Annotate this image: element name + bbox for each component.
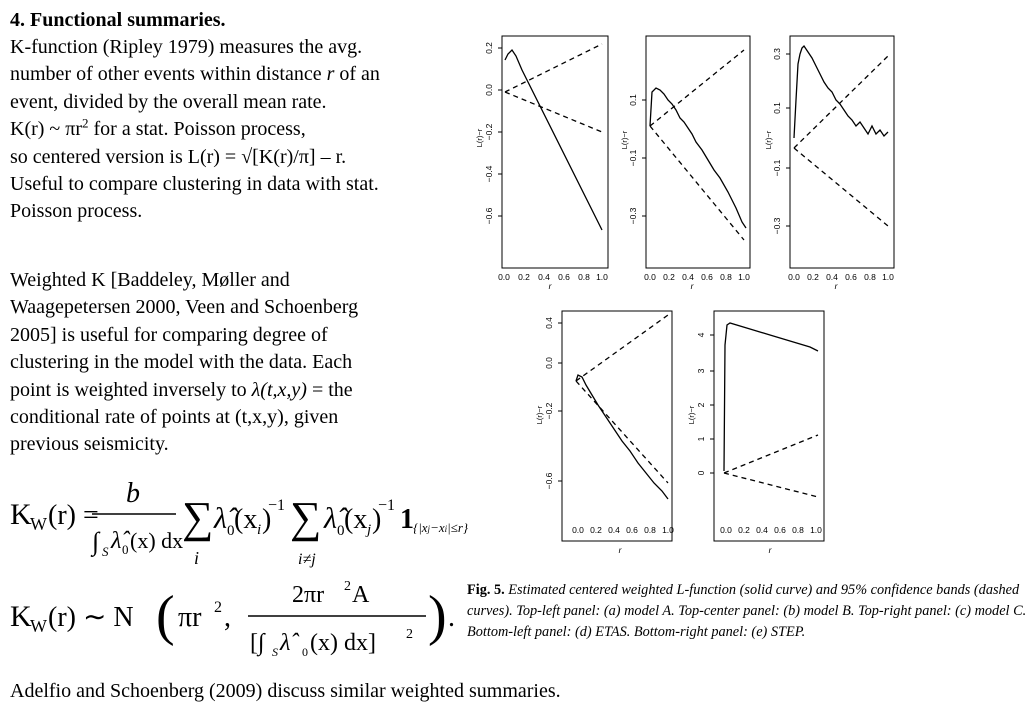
y-tick-label: 0.3 (772, 48, 782, 60)
svg-text:0: 0 (227, 523, 235, 539)
plot-model-c (764, 30, 898, 291)
svg-text:i: i (194, 548, 200, 568)
x-tick-label: 0.0 (644, 272, 656, 282)
y-tick-label: 3 (696, 368, 706, 374)
y-tick-label: 0 (696, 470, 706, 476)
svg-text:(x) dx: (x) dx (130, 528, 184, 553)
x-tick-label: 1.0 (662, 525, 674, 535)
solid-curve (724, 323, 818, 471)
svg-text:): ) (262, 504, 272, 535)
asymptotic-distribution-formula (8, 578, 463, 663)
svg-text:): ) (428, 585, 447, 647)
svg-text:S: S (102, 544, 109, 559)
y-tick-label: −0.1 (772, 159, 782, 177)
para1-line: K-function (Ripley 1979) measures the avg. (10, 36, 363, 58)
dashed-upper-band (576, 315, 668, 381)
figure-label: Fig. 5. (467, 582, 505, 598)
svg-text:b: b (126, 478, 140, 509)
y-tick-label: 0.4 (544, 317, 554, 329)
x-tick-label: 0.4 (756, 525, 768, 535)
x-tick-label: 1.0 (810, 525, 822, 535)
para1-line: Useful to compare clustering in data with stat. (10, 173, 379, 196)
y-tick-label: −0.1 (628, 149, 638, 167)
x-tick-label: 0.2 (518, 272, 530, 282)
x-tick-label: 0.8 (864, 272, 876, 282)
svg-text:i≠j: i≠j (298, 551, 316, 568)
y-tick-label: 0.0 (484, 84, 494, 96)
section-title: 4. Functional summaries. (10, 9, 226, 31)
x-tick-label: 1.0 (596, 272, 608, 282)
solid-curve (650, 88, 746, 228)
plot-etas (535, 305, 676, 567)
x-ticks (498, 272, 608, 291)
plot-model-a (475, 30, 613, 291)
para1-line: so centered version is L(r) = √[K(r)/π] – r. (10, 145, 347, 168)
x-tick-label: 0.4 (826, 272, 838, 282)
svg-text:(r) =: (r) = (48, 500, 99, 531)
x-tick-label: 1.0 (882, 272, 894, 282)
caption-line: Fig. 5. Estimated centered weighted L-function (solid curve) and 95% confidence bands (dashed (467, 582, 1020, 598)
y-axis-label: L(r)−r (687, 405, 696, 425)
svg-text:i: i (257, 522, 262, 538)
x-tick-label: 0.2 (590, 525, 602, 535)
para1-line: number of other events within distance r of an (10, 63, 380, 86)
svg-text:A: A (352, 582, 370, 608)
svg-text:πr: πr (178, 602, 202, 633)
y-axis-label: L(r)−r (764, 130, 773, 150)
svg-text:(x: (x (344, 504, 368, 535)
y-ticks (475, 42, 502, 225)
x-tick-label: 0.0 (720, 525, 732, 535)
svg-text:K: K (10, 498, 32, 531)
y-tick-label: 0.0 (544, 357, 554, 369)
svg-text:0: 0 (122, 542, 129, 557)
y-tick-label: −0.6 (544, 472, 554, 490)
figure-caption (467, 580, 1026, 643)
y-axis-label: L(r)−r (620, 130, 629, 150)
svg-text:λ̂: λ̂ (214, 502, 227, 535)
svg-text:−1: −1 (378, 497, 396, 514)
x-tick-label: 0.6 (701, 272, 713, 282)
dashed-lower-band (794, 148, 888, 226)
svg-text:2: 2 (344, 579, 351, 594)
dashed-lower-band (505, 92, 602, 132)
y-tick-label: 0.1 (628, 94, 638, 106)
svg-text:W: W (30, 616, 47, 636)
svg-text:W: W (30, 514, 47, 534)
svg-text:(x) dx]: (x) dx] (310, 630, 376, 656)
x-tick-label: 0.6 (774, 525, 786, 535)
y-tick-label: 0.1 (772, 102, 782, 114)
x-tick-label: 1.0 (738, 272, 750, 282)
dashed-upper-band (505, 44, 602, 92)
svg-text:(x: (x (234, 504, 258, 535)
svg-text:{|xj−xi|≤r}: {|xj−xi|≤r} (413, 520, 469, 535)
para2-line: point is weighted inversely to λ(t,x,y) = the (10, 378, 353, 401)
x-axis-label: r (768, 545, 772, 555)
x-tick-label: 0.4 (608, 525, 620, 535)
x-tick-label: 0.6 (626, 525, 638, 535)
y-tick-label: −0.4 (484, 165, 494, 183)
svg-text:): ) (372, 504, 382, 535)
y-axis-label: L(r)−r (535, 405, 544, 425)
x-tick-label: 0.4 (538, 272, 550, 282)
plot-step (687, 305, 828, 567)
svg-text:2πr: 2πr (292, 582, 325, 608)
dashed-upper-band (794, 56, 888, 148)
para2-line: Waagepetersen 2000, Veen and Schoenberg (10, 296, 359, 319)
x-tick-label: 0.2 (807, 272, 819, 282)
x-axis-label: r (690, 281, 694, 291)
x-tick-label: 0.4 (682, 272, 694, 282)
y-tick-label: −0.2 (484, 123, 494, 141)
solid-curve (794, 46, 888, 138)
svg-text:2: 2 (214, 599, 222, 616)
para1-line: K(r) ~ $\pi r^2$ for a stat. Poisson process, (10, 115, 306, 141)
para2-line: previous seismicity. (10, 433, 169, 456)
x-tick-label: 0.0 (498, 272, 510, 282)
svg-text:∑: ∑ (182, 493, 214, 542)
weighted-k-formula (8, 470, 469, 575)
y-tick-label: −0.3 (628, 207, 638, 225)
dashed-lower-band (724, 473, 818, 497)
y-tick-label: −0.6 (484, 207, 494, 225)
y-tick-label: 2 (696, 402, 706, 408)
x-tick-label: 0.2 (738, 525, 750, 535)
y-axis-label: L(r)−r (475, 128, 484, 148)
x-tick-label: 0.8 (578, 272, 590, 282)
svg-text:∫: ∫ (92, 527, 100, 556)
svg-text:0: 0 (337, 523, 345, 539)
para1-line: event, divided by the overall mean rate. (10, 90, 327, 113)
svg-text:∑: ∑ (290, 493, 322, 542)
svg-text:0: 0 (302, 645, 308, 659)
x-axis-label: r (834, 281, 838, 291)
dashed-upper-band (650, 50, 744, 126)
plot-model-b (620, 30, 754, 291)
k-function-paragraph (10, 34, 470, 226)
svg-text:λ̂: λ̂ (324, 502, 337, 535)
svg-text:S: S (272, 645, 278, 659)
solid-curve (505, 50, 602, 230)
svg-text:λ̂: λ̂ (111, 528, 122, 554)
para2-line: clustering in the model with the data. Each (10, 351, 353, 374)
x-tick-label: 0.8 (792, 525, 804, 535)
footer-citation: Adelfio and Schoenberg (2009) discuss similar weighted summaries. (10, 680, 561, 702)
x-tick-label: 0.6 (845, 272, 857, 282)
svg-text:2: 2 (406, 627, 413, 642)
x-axis-label: r (548, 281, 552, 291)
x-tick-label: 0.0 (572, 525, 584, 535)
caption-line: curves). Top-left panel: (a) model A. Top-center panel: (b) model B. Top-right panel: (c) model C. (467, 603, 1026, 619)
y-tick-label: 0.2 (484, 42, 494, 54)
weighted-k-paragraph (10, 267, 450, 459)
y-tick-label: 1 (696, 436, 706, 442)
svg-text:λ̂: λ̂ (280, 630, 291, 656)
x-tick-label: 0.8 (644, 525, 656, 535)
para2-line: Weighted K [Baddeley, Møller and (10, 269, 290, 291)
x-tick-label: 0.8 (720, 272, 732, 282)
y-tick-label: 4 (696, 332, 706, 338)
svg-text:[∫: [∫ (250, 630, 265, 656)
x-tick-label: 0.2 (663, 272, 675, 282)
para2-line: conditional rate of points at (t,x,y), given (10, 406, 339, 429)
svg-text:K: K (10, 600, 32, 633)
svg-text:.: . (448, 602, 455, 633)
para1-line: Poisson process. (10, 200, 143, 223)
svg-text:1: 1 (400, 504, 414, 535)
svg-text:,: , (224, 602, 231, 633)
svg-text:j: j (367, 522, 372, 538)
svg-text:−1: −1 (268, 497, 286, 514)
caption-line: Bottom-left panel: (d) ETAS. Bottom-right panel: (e) STEP. (467, 624, 806, 640)
dashed-lower-band (576, 381, 668, 483)
para2-line: 2005] is useful for comparing degree of (10, 323, 328, 346)
svg-text:(: ( (156, 585, 175, 647)
x-tick-label: 0.6 (558, 272, 570, 282)
x-tick-label: 0.0 (788, 272, 800, 282)
y-tick-label: −0.2 (544, 402, 554, 420)
dashed-upper-band (724, 435, 818, 473)
solid-curve (576, 375, 668, 499)
x-axis-label: r (618, 545, 622, 555)
y-tick-label: −0.3 (772, 217, 782, 235)
svg-text:(r) ∼ N: (r) ∼ N (48, 602, 134, 633)
